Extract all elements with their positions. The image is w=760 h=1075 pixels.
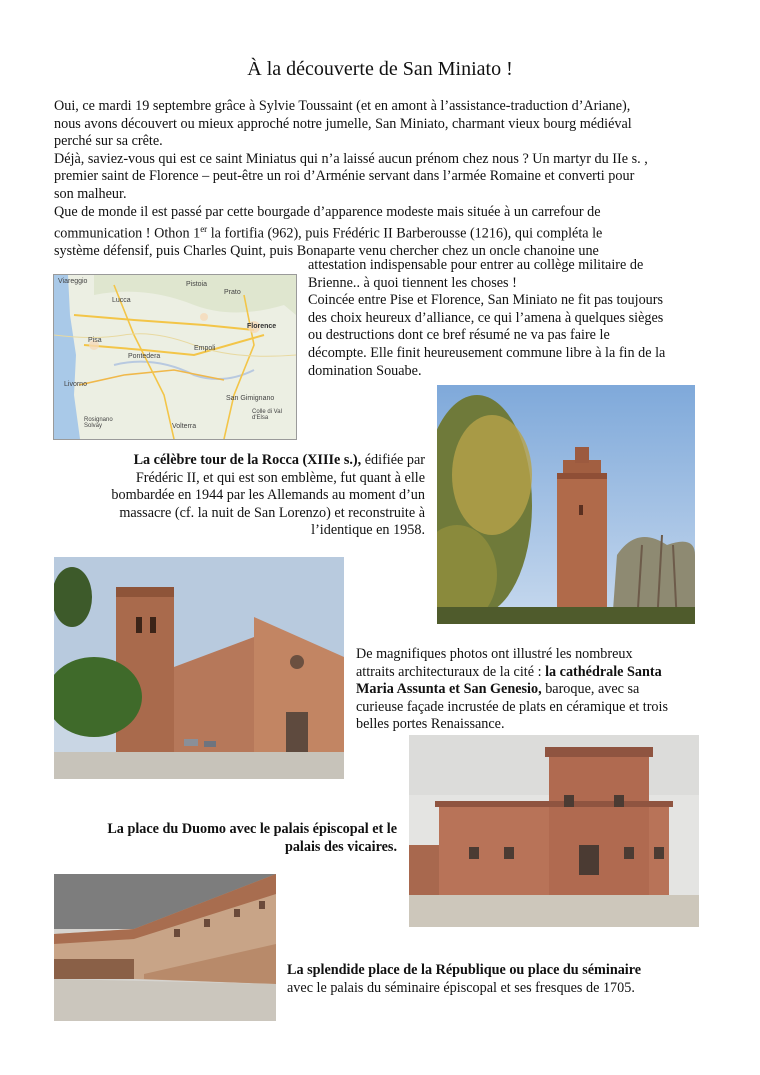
- duomo-square-photo: [409, 735, 699, 927]
- intro-line: Que de monde il est passé par cette bourgade d’apparence modeste mais située à un carrefour de: [54, 203, 601, 220]
- duomo-square-graphic: [409, 735, 699, 927]
- text-line: Brienne.. à quoi tiennent les choses !: [308, 274, 517, 291]
- map-label: Rosignano Solvay: [84, 417, 113, 429]
- cathedral-photo: [54, 557, 344, 779]
- intro-line: son malheur.: [54, 185, 127, 202]
- intro-line: perché sur sa crête.: [54, 133, 163, 150]
- map-label: Empoli: [194, 345, 216, 352]
- tuscany-map-image: [53, 274, 297, 440]
- text-line: attestation indispensable pour entrer au collège militaire de: [308, 257, 644, 273]
- cathedral-graphic: [54, 557, 344, 779]
- map-label: Volterra: [172, 423, 197, 430]
- intro-line: premier saint de Florence – peut-être un roi d’Arménie servant dans l’armée Romaine et converti pour: [54, 168, 635, 185]
- rocca-tower-graphic: [437, 385, 695, 624]
- intro-line: nous avons découvert ou mieux approché notre jumelle, San Miniato, charmant vieux bourg médiéval: [54, 115, 632, 132]
- map-label: Pontedera: [128, 353, 161, 360]
- duomo-caption: La place du Duomo avec le palais épiscopal et le palais des vicaires.: [107, 821, 397, 855]
- text-line: Coincée entre Pise et Florence, San Miniato ne fit pas toujours: [308, 292, 663, 309]
- cathedral-caption: De magnifiques photos ont illustré les nombreux attraits architecturaux de la cité : la cathédrale Santa Maria Assunta et San Genesio, baroque, avec sa curieuse façade incrustée de plats en céramique et trois belles portes Renaissance.: [356, 646, 668, 733]
- map-label: Livorno: [64, 381, 87, 388]
- map-label: Lucca: [112, 297, 131, 304]
- beside-map-text: [308, 257, 728, 380]
- intro-line: communication ! Othon 1er la fortifia (962), puis Frédéric II Barberousse (1216), qui compléta le: [54, 224, 603, 242]
- rocca-caption: La célèbre tour de la Rocca (XIIIe s.), édifiée par Frédéric II, et qui est son emblème, fut quant à elle bombardée en 1944 par les Allemands au moment d’un massacre (cf. la nuit de San Lorenzo) et reconstruite à l’identique en 1958.: [111, 452, 425, 539]
- text-line: domination Souabe.: [308, 362, 422, 379]
- republica-caption: La splendide place de la République ou place du séminaire avec le palais du séminaire épiscopal et ses fresques de 1705.: [287, 962, 642, 996]
- map-label: San Gimignano: [226, 395, 275, 402]
- intro-line: Oui, ce mardi 19 septembre grâce à Sylvie Toussaint (et en amont à l’assistance-traduction d’Ariane),: [54, 98, 631, 114]
- republica-square-photo: [54, 874, 276, 1021]
- rocca-tower-photo: [437, 385, 695, 624]
- text-line: décompte. Elle finit heureusement commune libre à la fin de la: [308, 344, 666, 361]
- map-label: Pisa: [88, 337, 102, 344]
- map-label: Prato: [224, 289, 241, 296]
- map-label: Florence: [247, 323, 277, 330]
- text-line: ou destructions dont ce bref résumé ne va pas faire le: [308, 327, 610, 344]
- republica-square-graphic: [54, 874, 276, 1021]
- map-label: Viareggio: [58, 278, 88, 285]
- intro-line: système défensif, puis Charles Quint, puis Bonaparte venu chercher chez un oncle chanoine une: [54, 243, 599, 260]
- map-label: Colle di Val d'Elsa: [252, 409, 282, 421]
- map-label: Pistoia: [186, 281, 208, 288]
- text-line: des choix heureux d’alliance, ce qui l’amena à quelques sièges: [308, 309, 664, 326]
- intro-line: Déjà, saviez-vous qui est ce saint Miniatus qui n’a laissé aucun prénom chez nous ? Un martyr du IIe s. ,: [54, 150, 648, 167]
- page-title: À la découverte de San Miniato !: [247, 58, 513, 80]
- intro-paragraphs: [54, 98, 734, 261]
